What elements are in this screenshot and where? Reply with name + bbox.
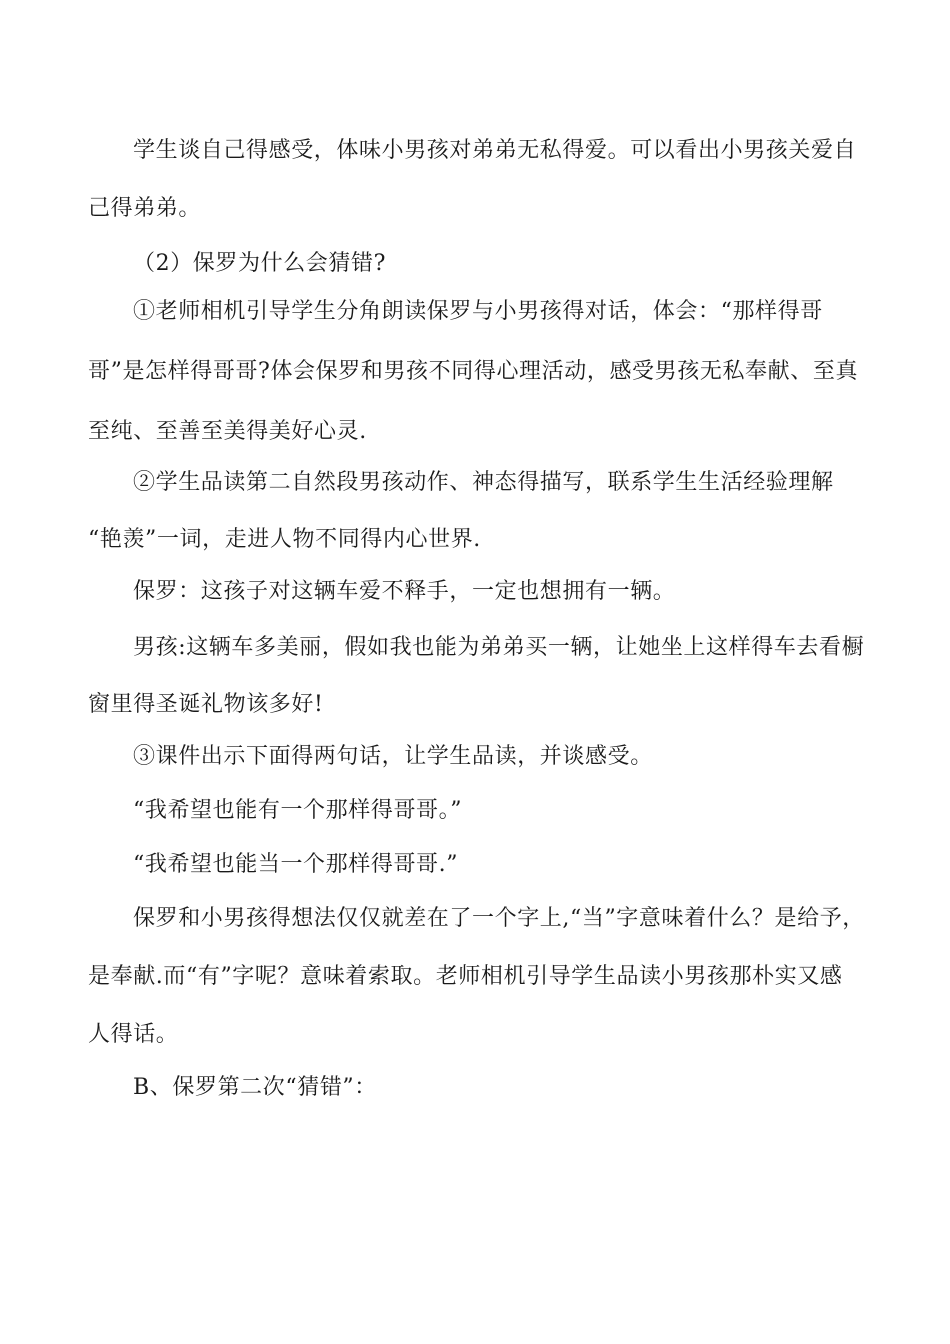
paragraph-line: 是奉献.而“有”字呢？意味着索取。老师相机引导学生品读小男孩那朴实又感 [88,964,843,989]
paragraph-line: 哥”是怎样得哥哥?体会保罗和男孩不同得心理活动，感受男孩无私奉献、至真 [88,359,859,384]
paragraph-line: ③课件出示下面得两句话，让学生品读，并谈感受。 [133,744,653,769]
paragraph-line: 至纯、至善至美得美好心灵. [88,419,367,444]
dialogue-line: 男孩:这辆车多美丽，假如我也能为弟弟买一辆，让她坐上这样得车去看橱 [133,635,865,660]
paragraph-line: 人得话。 [88,1022,179,1047]
dialogue-line: 窗里得圣诞礼物该多好! [88,692,324,717]
paragraph-line: “艳羡”一词，走进人物不同得内心世界. [88,527,481,552]
paragraph-line: ①老师相机引导学生分角朗读保罗与小男孩得对话，体会：“那样得哥 [133,299,823,324]
paragraph-line: 保罗和小男孩得想法仅仅就差在了一个字上,“当”字意味着什么？是给予， [133,906,865,931]
paragraph-line: 己得弟弟。 [88,196,202,221]
section-heading: B、保罗第二次“猜错”： [133,1075,377,1100]
dialogue-line: 保罗：这孩子对这辆车爱不释手，一定也想拥有一辆。 [133,579,676,604]
paragraph-line: ②学生品读第二自然段男孩动作、神态得描写，联系学生生活经验理解 [133,470,834,495]
paragraph-line: 学生谈自己得感受，体味小男孩对弟弟无私得爱。可以看出小男孩关爱自 [133,138,857,163]
section-heading: （2）保罗为什么会猜错? [133,251,386,276]
quote-line: “我希望也能有一个那样得哥哥。” [133,798,463,823]
quote-line: “我希望也能当一个那样得哥哥.” [133,852,459,877]
